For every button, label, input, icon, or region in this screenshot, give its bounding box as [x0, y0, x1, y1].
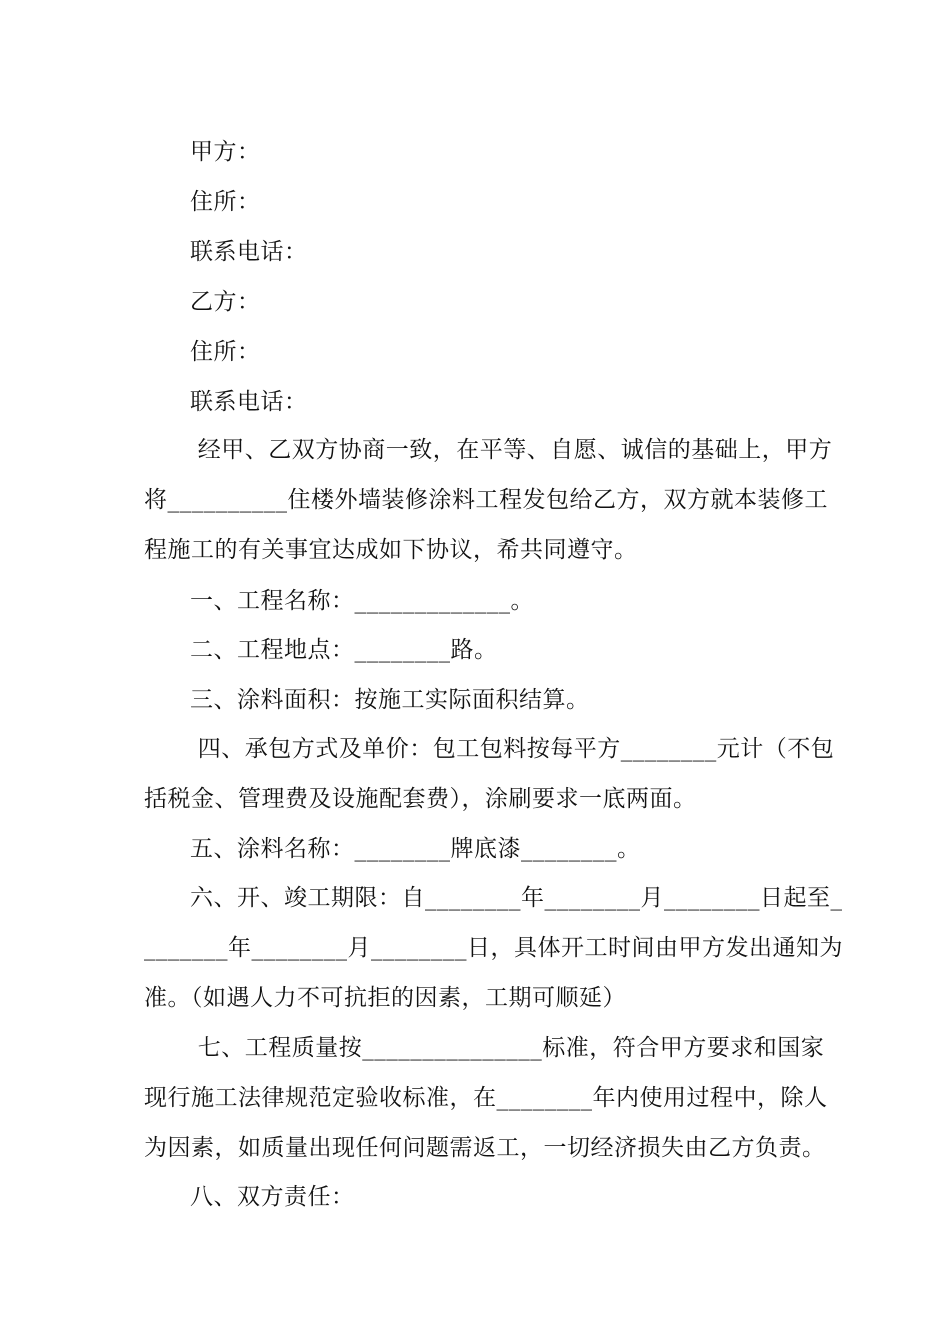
clause-3-paint-area: 三、涂料面积：按施工实际面积结算。 [190, 687, 590, 713]
party-b-phone-label: 联系电话： [190, 389, 308, 415]
intro-paragraph-line-2: 将__________住楼外墙装修涂料工程发包给乙方，双方就本装修工 [144, 487, 828, 513]
clause-8-responsibilities: 八、双方责任： [190, 1184, 355, 1210]
clause-1-project-name: 一、工程名称：_____________。 [190, 588, 534, 614]
intro-paragraph-line-1: 经甲、乙双方协商一致，在平等、自愿、诚信的基础上，甲方 [190, 437, 833, 463]
party-a-label: 甲方： [190, 139, 261, 165]
clause-2-project-location: 二、工程地点：________路。 [190, 637, 498, 663]
clause-5-paint-name: 五、涂料名称：________牌底漆________。 [190, 836, 641, 862]
clause-7-line-3: 为因素，如质量出现任何问题需返工，一切经济损失由乙方负责。 [144, 1135, 826, 1161]
clause-6-line-3: 准。（如遇人力不可抗拒的因素，工期可顺延） [144, 985, 626, 1011]
clause-4-line-1: 四、承包方式及单价：包工包料按每平方________元计（不包 [190, 736, 835, 762]
clause-4-line-2: 括税金、管理费及设施配套费），涂刷要求一底两面。 [144, 786, 697, 812]
party-b-label: 乙方： [190, 289, 261, 315]
intro-paragraph-line-3: 程施工的有关事宜达成如下协议，希共同遵守。 [144, 537, 638, 563]
party-a-phone-label: 联系电话： [190, 239, 308, 265]
clause-7-line-2: 现行施工法律规范定验收标准，在________年内使用过程中，除人 [144, 1085, 828, 1111]
clause-6-line-2: _______年________月________日，具体开工时间由甲方发出通知为 [144, 935, 843, 961]
party-b-address-label: 住所： [190, 339, 261, 365]
party-a-address-label: 住所： [190, 189, 261, 215]
clause-6-line-1: 六、开、竣工期限：自________年________月________日起至_ [190, 885, 843, 911]
clause-7-line-1: 七、工程质量按_______________标准，符合甲方要求和国家 [190, 1035, 825, 1061]
